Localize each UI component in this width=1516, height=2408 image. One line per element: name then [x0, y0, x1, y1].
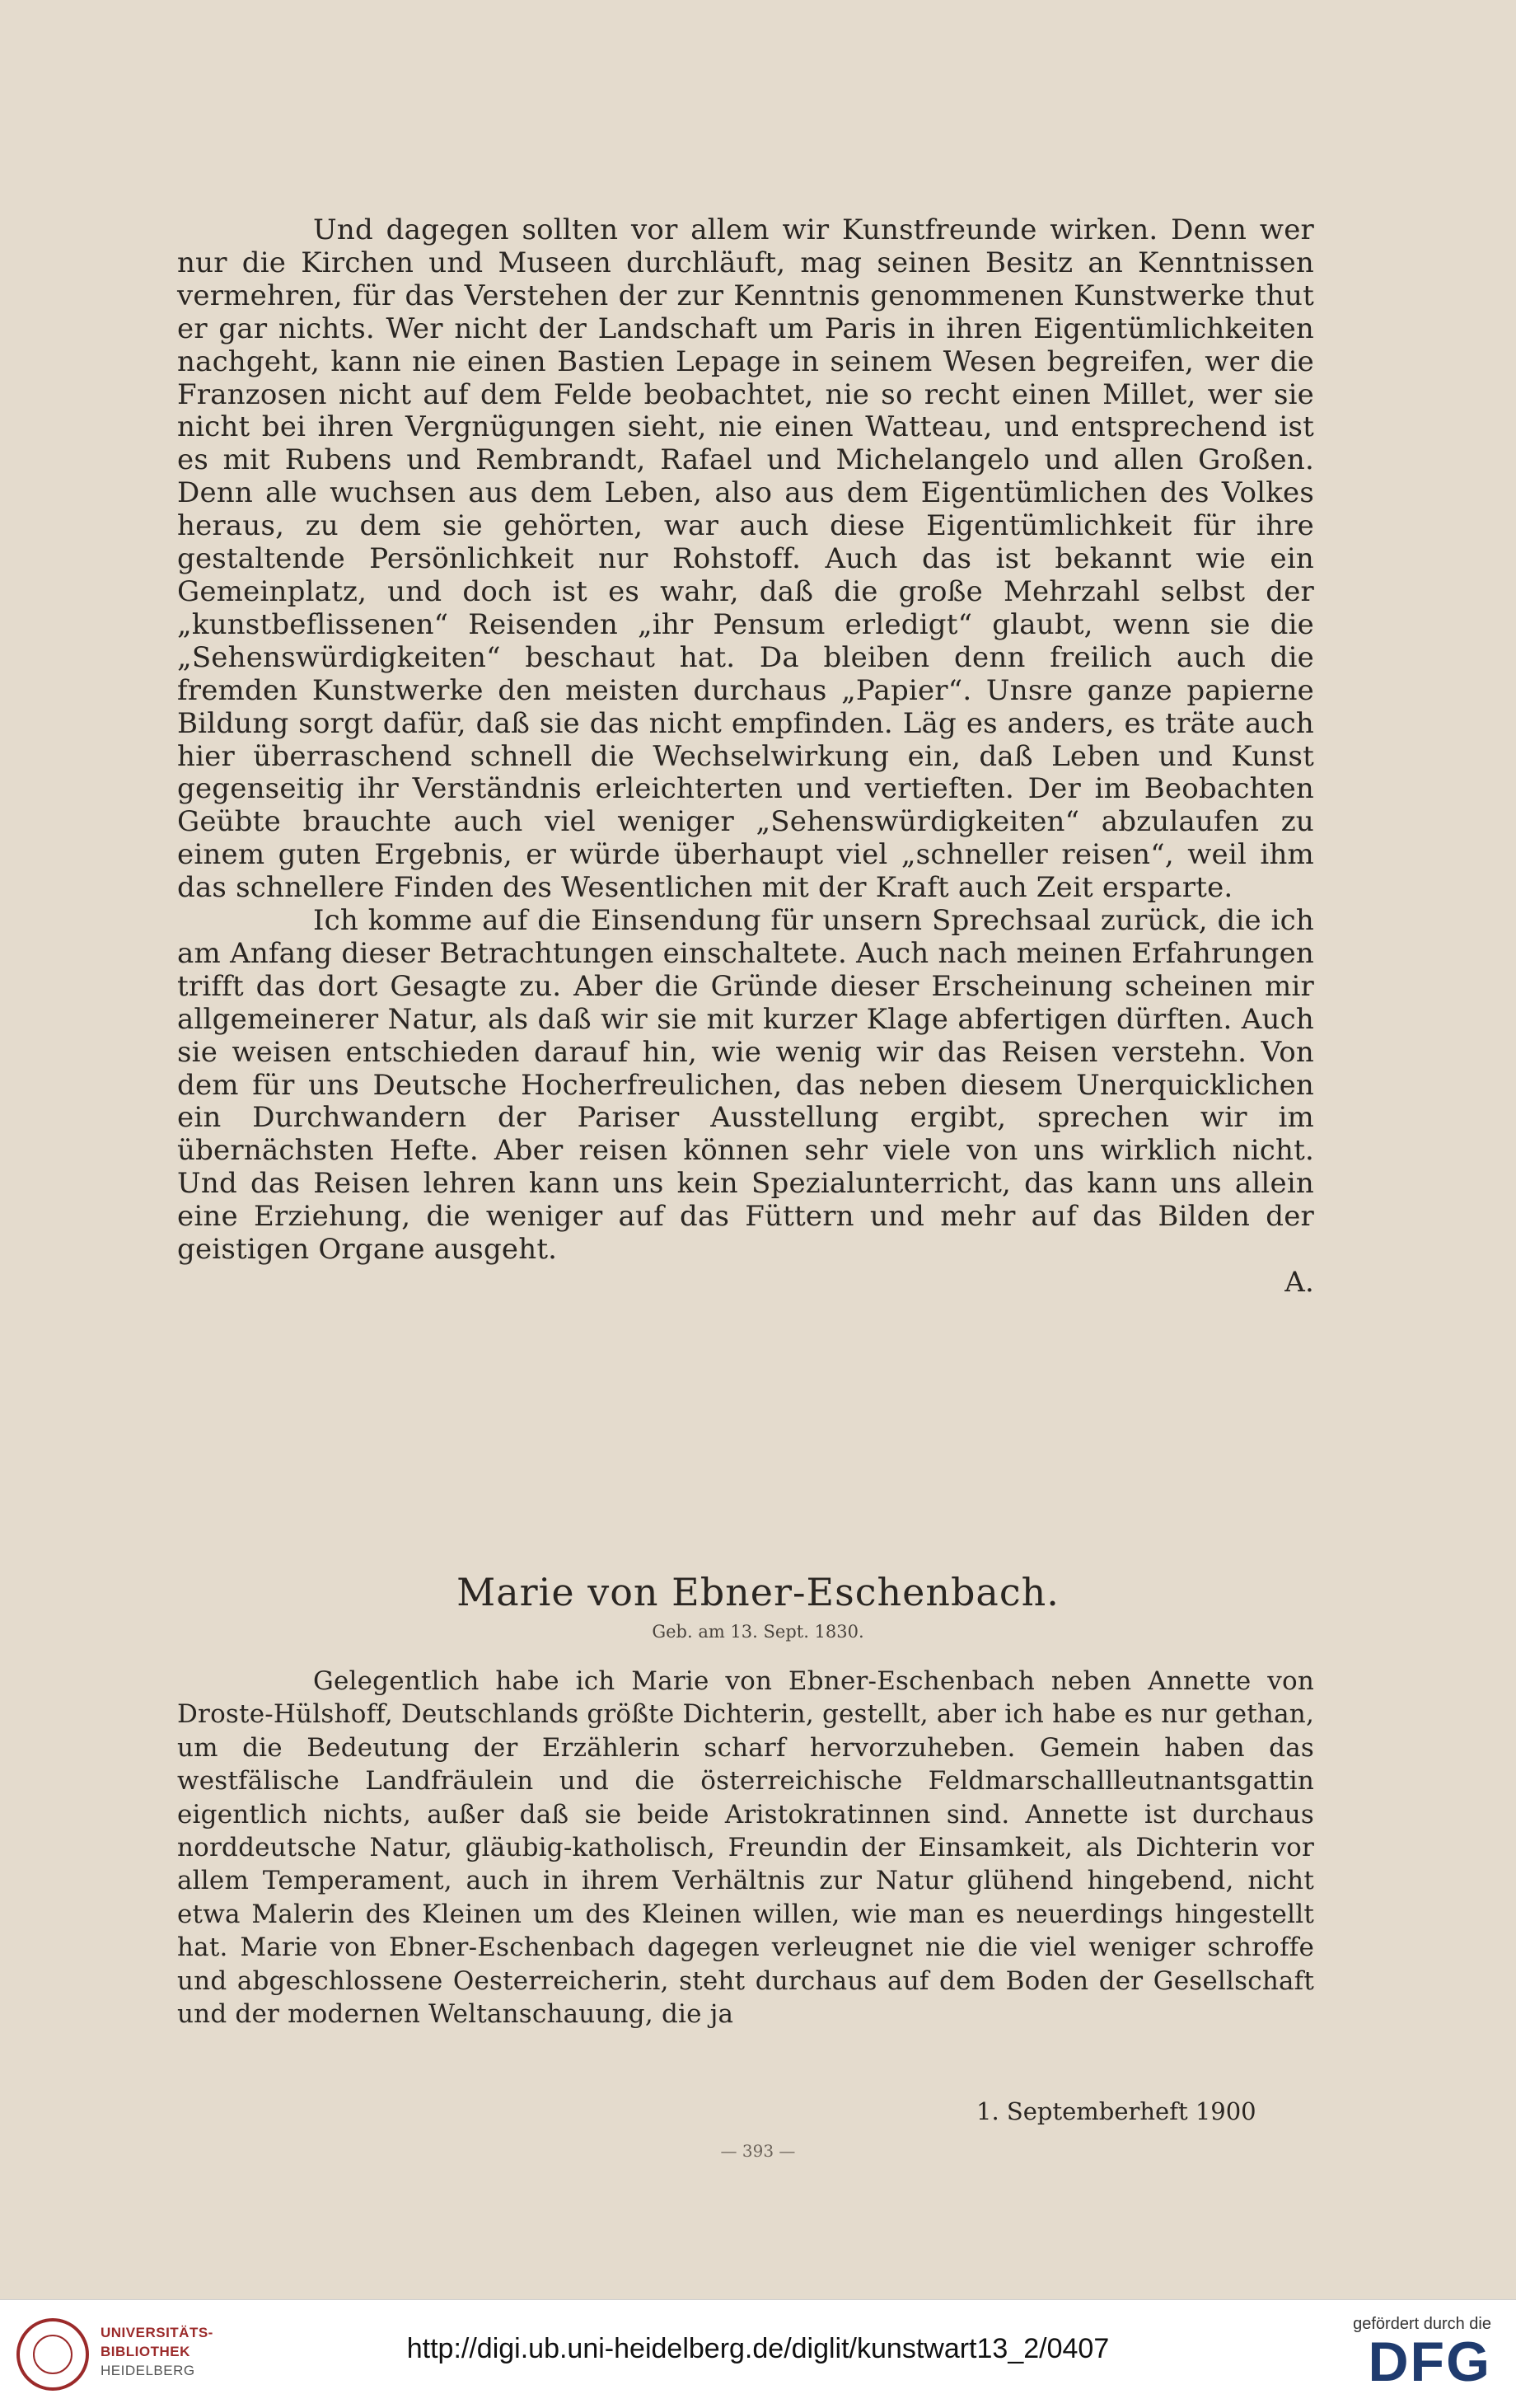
source-url[interactable]: http://digi.ub.uni-heidelberg.de/diglit/kunstwart13_2/0407	[406, 2333, 1110, 2364]
paragraph: Und dagegen sollten vor allem wir Kunstfreunde wirken. Denn wer nur die Kirchen und Museen durchläuft, mag seinen Besitz an Kenntnissen vermehren, für das Verstehen der zur Kenntnis genommenen Kunstwerke thut er gar nichts. Wer nicht der Landschaft um Paris in ihren Eigentümlichkeiten nachgeht, kann nie einen Bastien Lepage in seinem Wesen begreifen, wer die Franzosen nicht auf dem Felde beobachtet, nie so recht einen Millet, wer sie nicht bei ihren Vergnügungen sieht, nie einen Watteau, und entsprechend ist es mit Rubens und Rembrandt, Rafael und Michelangelo und allen Großen. Denn alle wuchsen aus dem Leben, also aus dem Eigentümlichen des Volkes heraus, zu dem sie gehörten, war auch diese Eigentümlichkeit für ihre gestaltende Persönlichkeit nur Rohstoff. Auch das ist bekannt wie ein Gemeinplatz, und doch ist es wahr, daß die große Mehrzahl selbst der „kunstbeflissenen“ Reisenden „ihr Pensum erledigt“ glaubt, wenn sie die „Sehenswürdigkeiten“ beschaut hat. Da bleiben denn freilich auch die fremden Kunstwerke den meisten durchaus „Papier“. Unsre ganze papierne Bildung sorgt dafür, daß sie das nicht empfinden. Läg es anders, es träte auch hier überraschend schnell die Wechselwirkung ein, daß Leben und Kunst gegenseitig ihr Verständnis erleichterten und vertieften. Der im Beobachten Geübte brauchte auch viel weniger „Sehenswürdigkeiten“ abzulaufen zu einem guten Ergebnis, er würde überhaupt viel „schneller reisen“, weil ihm das schnellere Finden des Wesentlichen mit der Kraft auch Zeit ersparte.	[177, 213, 1314, 905]
page-number: — 393 —	[720, 2141, 796, 2161]
library-name-line: BIBLIOTHEK	[101, 2344, 190, 2359]
article-subheading: Geb. am 13. Sept. 1830.	[652, 1622, 864, 1642]
section-1-text	[177, 214, 1314, 1300]
funding-label: gefördert durch die	[1353, 2315, 1491, 2333]
article-heading: Marie von Ebner-Eschenbach.	[456, 1570, 1060, 1614]
library-name-line: UNIVERSITÄTS-	[101, 2325, 213, 2340]
dfg-logo	[1326, 2315, 1491, 2397]
paragraph: Gelegentlich habe ich Marie von Ebner-Eschenbach neben Annette von Droste-Hülshoff, Deutschlands größte Dichterin, gestellt, aber ich habe es nur gethan, um die Bedeutung der Erzählerin scharf hervorzuheben. Gemein haben das westfälische Landfräulein und die österreichische Feldmarschallleutnantsgattin eigentlich nichts, außer daß sie beide Aristokratinnen sind. Annette ist durchaus norddeutsche Natur, gläubig-katholisch, Freundin der Einsamkeit, als Dichterin vor allem Temperament, auch in ihrem Verhältnis zur Natur glühend hingebend, nicht etwa Malerin des Kleinen um des Kleinen willen, wie man es neuerdings hingestellt hat. Marie von Ebner-Eschenbach dagegen verleugnet nie die viel weniger schroffe und abgeschlossene Oesterreicherin, steht durchaus auf dem Boden der Gesellschaft und der modernen Weltanschauung, die ja	[177, 1666, 1315, 2030]
library-name-line: HEIDELBERG	[101, 2363, 195, 2378]
issue-line: 1. Septemberheft 1900	[976, 2097, 1256, 2125]
author-signature: A.	[1284, 1266, 1314, 1299]
section-2-text	[177, 1665, 1314, 2031]
digitization-footer	[0, 2299, 1516, 2408]
paragraph: Ich komme auf die Einsendung für unsern Sprechsaal zurück, die ich am Anfang dieser Betrachtungen einschaltete. Auch nach meinen Erfahrungen trifft das dort Gesagte zu. Aber die Gründe dieser Erscheinung scheinen mir allgemeinerer Natur, als daß wir sie mit kurzer Klage abfertigen dürften. Auch sie weisen entschieden darauf hin, wie wenig wir das Reisen verstehn. Von dem für uns Deutsche Hocherfreulichen, das neben diesem Unerquicklichen ein Durchwandern der Pariser Ausstellung ergibt, sprechen wir im übernächsten Hefte. Aber reisen können sehr viele von uns wirklich nicht. Und das Reisen lehren kann uns kein Spezialunterricht, das kann uns allein eine Erziehung, die weniger auf das Füttern und mehr auf das Bilden der geistigen Organe ausgeht.	[177, 904, 1314, 1267]
funder-name: DFG	[1368, 2331, 1491, 2393]
